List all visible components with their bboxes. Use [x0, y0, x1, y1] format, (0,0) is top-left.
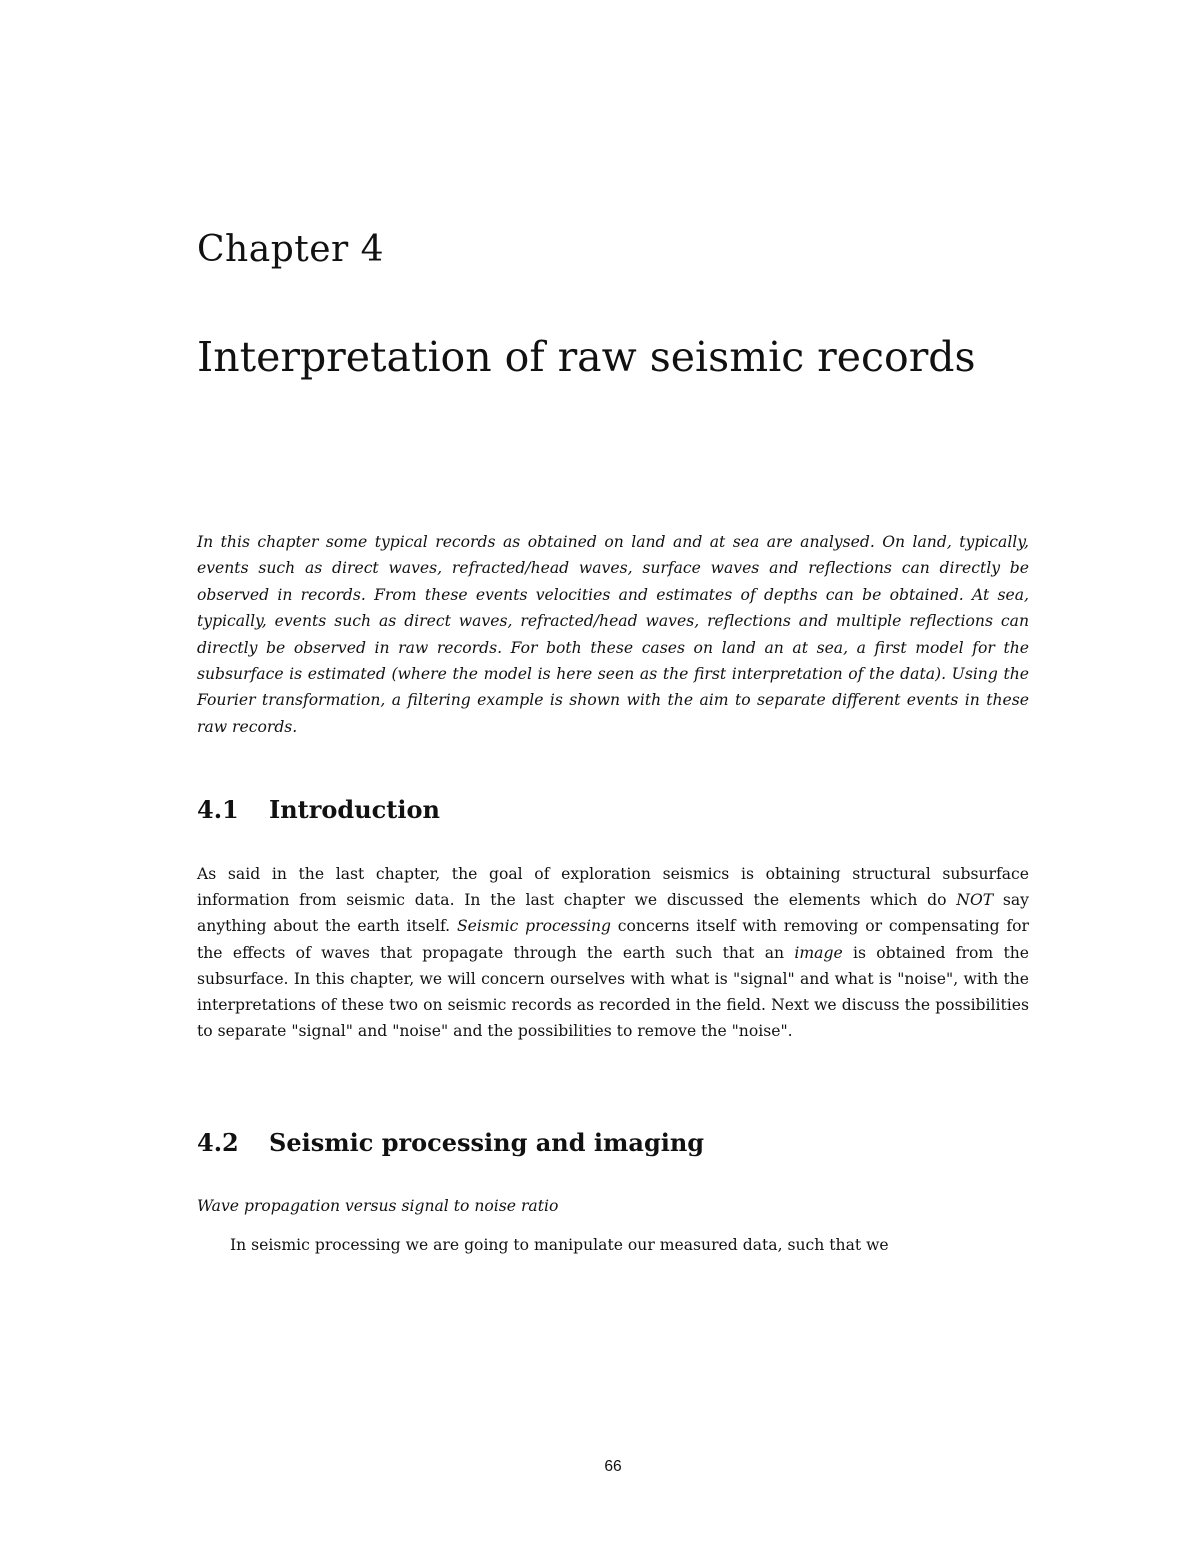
- emphasis-text: image: [794, 943, 843, 962]
- document-page: [197, 0, 1029, 1553]
- chapter-label: Chapter 4: [197, 229, 385, 270]
- page-number: 66: [604, 1458, 622, 1475]
- paragraph-text: concerns itself with removing or compensating for the effects of waves that propagate through the earth such that an: [197, 917, 1030, 962]
- paragraph-text: As said in the last chapter, the goal of exploration seismics is obtaining structural subsurface information from seismic data. In the last chapter we discussed the elements which do: [197, 865, 1029, 910]
- section-number: 4.2: [197, 1128, 239, 1157]
- emphasis-text: Seismic processing: [456, 917, 611, 936]
- section-title: Introduction: [269, 795, 440, 824]
- paragraph-text: say anything about the earth itself.: [197, 891, 1029, 936]
- paragraph-text: is obtained from the subsurface. In this chapter, we will concern ourselves with what is "signal" and what is "noise", with the interpretations of these two on seismic records as recorded in the field. Next we discuss the possibilities to separate "signal" and "noise" and the possibilities to remove the "noise".: [197, 943, 1030, 1041]
- emphasis-text: NOT: [956, 891, 994, 910]
- chapter-abstract: In this chapter some typical records as obtained on land and at sea are analysed. On land, typically, events such as direct waves, refracted/head waves, surface waves and reflections can directly be observed in records. From these events velocities and estimates of depths can be obtained. At sea, typically, events such as direct waves, refracted/head waves, reflections and multiple reflections can directly be observed in raw records. For both these cases on land an at sea, a first model for the subsurface is estimated (where the model is here seen as the first interpretation of the data). Using the Fourier transformation, a filtering example is shown with the aim to separate different events in these raw records.: [197, 533, 1029, 736]
- section-number: 4.1: [197, 795, 239, 824]
- section-heading-introduction: [197, 794, 440, 826]
- chapter-title: Interpretation of raw seismic records: [197, 333, 976, 381]
- introduction-paragraph: [197, 861, 1029, 1044]
- subsection-title: Wave propagation versus signal to noise ratio: [197, 1197, 559, 1215]
- section-title: Seismic processing and imaging: [269, 1128, 705, 1157]
- section-heading-seismic-processing: [197, 1127, 704, 1159]
- processing-paragraph: In seismic processing we are going to manipulate our measured data, such that we: [230, 1236, 889, 1254]
